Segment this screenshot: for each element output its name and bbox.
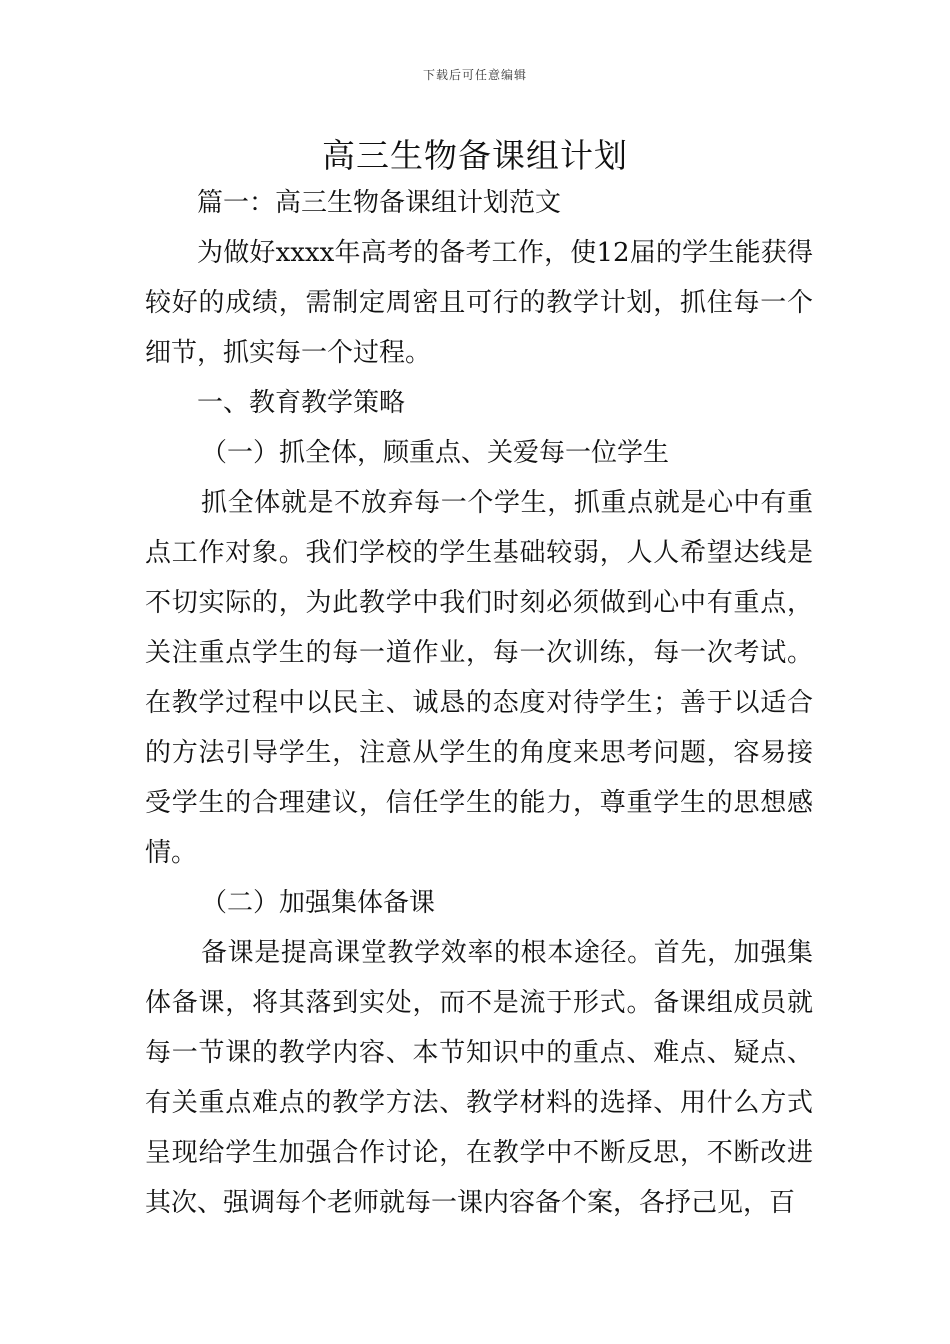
paragraph: 备课是提高课堂教学效率的根本途径。首先，加强集体备课，将其落到实处，而不是流于形式。备课组成员就每一节课的教学内容、本节知识中的重点、难点、疑点、有关重点难点的教学方法、教学材料的选择、用什么方式呈现给学生加强合作讨论，在教学中不断反思，不断改进其次、强调每个老师就每一课内容备个案，各抒己见，百: [145, 938, 813, 1218]
section-heading: 篇一：高三生物备课组计划范文: [197, 188, 562, 218]
section-heading: 一、教育教学策略: [197, 388, 406, 418]
paragraph: 为做好xxxx年高考的备考工作，使12届的学生能获得较好的成绩，需制定周密且可行的教学计划，抓住每一个细节，抓实每一个过程。: [145, 238, 813, 368]
paragraph: 抓全体就是不放弃每一个学生，抓重点就是心中有重点工作对象。我们学校的学生基础较弱，人人希望达线是不切实际的，为此教学中我们时刻必须做到心中有重点，关注重点学生的每一道作业，每一次训练，每一次考试。在教学过程中以民主、诚恳的态度对待学生；善于以适合的方法引导学生，注意从学生的角度来思考问题，容易接受学生的合理建议，信任学生的能力，尊重学生的思想感情。: [145, 488, 813, 868]
header-note: 下载后可任意编辑: [422, 68, 527, 82]
subsection-heading: （二）加强集体备课: [201, 888, 436, 918]
document-body: [145, 178, 813, 1228]
document-title: 高三生物备课组计划: [322, 136, 628, 175]
subsection-heading: （一）抓全体，顾重点、关爱每一位学生: [201, 438, 670, 468]
